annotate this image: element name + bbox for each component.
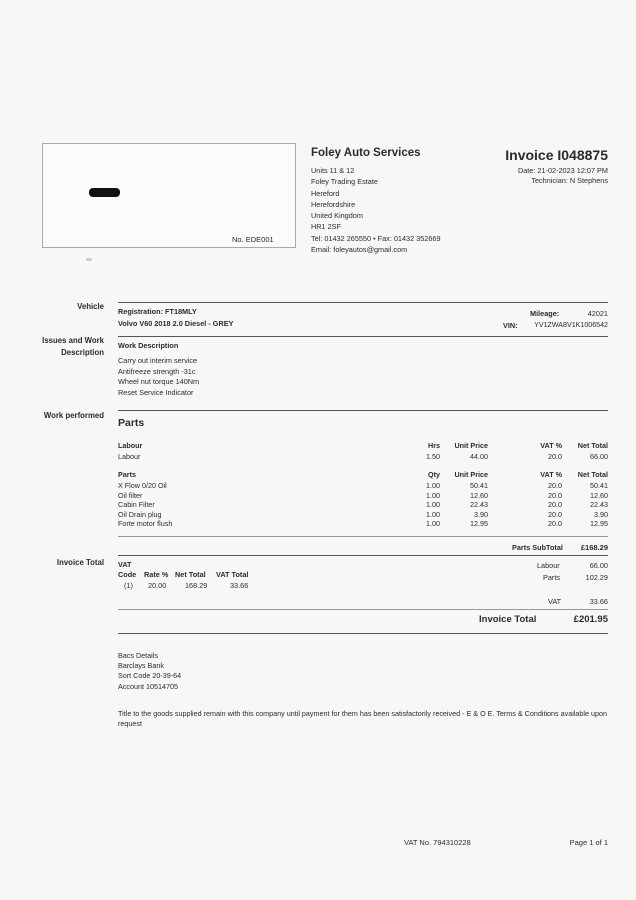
parts-subtotal-label: Parts SubTotal (512, 543, 563, 552)
footer-page-number: Page 1 of 1 (569, 838, 608, 847)
cell-net: 22.43 (590, 500, 608, 509)
vin-label: VIN: (503, 321, 518, 330)
cell-unit: 44.00 (470, 452, 488, 461)
cell-qty: 1.00 (426, 509, 440, 519)
address-line: Foley Trading Estate (311, 177, 378, 187)
cell-net: 12.60 (590, 490, 608, 500)
parts-table-header (118, 470, 608, 480)
cell-net: 66.00 (590, 452, 608, 461)
divider (118, 633, 608, 634)
invoice-meta (440, 166, 608, 185)
cell-unit: 50.41 (470, 481, 488, 490)
divider (118, 302, 608, 303)
label-issues: Issues and Work Description (42, 336, 104, 357)
cell-net: 12.95 (590, 519, 608, 528)
mileage-label: Mileage: (530, 309, 560, 318)
table-row (118, 452, 608, 462)
cell-unit: 22.43 (470, 500, 488, 509)
redacted-customer-name (89, 188, 120, 197)
address-line: Hereford (311, 188, 340, 198)
vat-col-code: Code (118, 570, 137, 579)
bacs-details (118, 651, 181, 692)
table-row (118, 491, 608, 501)
scan-artifact (86, 258, 92, 261)
col-vat: VAT % (540, 441, 562, 450)
cell-vat: 20.0 (548, 490, 562, 500)
work-line: Wheel nut torque 140Nm (118, 377, 200, 387)
col-desc: Labour (118, 441, 143, 450)
total-parts-label: Parts (543, 573, 561, 582)
total-vat-value: 33.66 (589, 597, 608, 606)
total-labour-label: Labour (537, 561, 560, 570)
footer-vat-number: VAT No. 794310228 (404, 838, 471, 847)
table-row (118, 481, 608, 491)
terms-note: Title to the goods supplied remain with this company until payment for them has been satisfactorily received - E & O E. Terms & Conditions available upon request (118, 709, 607, 728)
company-email: Email: foleyautos@gmail.com (311, 245, 408, 255)
cell-qty: 1.00 (426, 490, 440, 500)
company-name: Foley Auto Services (311, 147, 421, 159)
vat-col-vat: VAT Total (216, 570, 249, 579)
address-line: Units 11 & 12 (311, 166, 355, 175)
invoice-total-label: Invoice Total (479, 614, 537, 625)
bacs-line: Account 10514705 (118, 681, 178, 691)
label-invoice-total: Invoice Total (56, 558, 104, 567)
cell-vat: 20.0 (548, 519, 562, 528)
col-qty: Qty (428, 470, 440, 479)
col-vat: VAT % (540, 470, 562, 479)
vat-cell-rate: 20.00 (148, 581, 167, 590)
work-line: Antifreeze strength -31c (118, 366, 196, 376)
col-qty: Hrs (428, 441, 440, 450)
company-address (311, 165, 441, 255)
col-unit-price: Unit Price (454, 441, 488, 450)
cell-vat: 20.0 (548, 509, 562, 519)
total-labour-value: 66.00 (589, 561, 608, 570)
mileage-value: 42021 (587, 309, 608, 318)
cell-unit: 3.90 (474, 509, 488, 519)
cell-desc: Cabin Filter (118, 500, 155, 509)
cell-net: 50.41 (590, 481, 608, 490)
work-description-lines (118, 356, 199, 399)
cell-qty: 1.50 (426, 452, 440, 461)
divider (118, 336, 608, 337)
cell-vat: 20.0 (548, 452, 562, 461)
cell-vat: 20.0 (548, 500, 562, 509)
cell-vat: 20.0 (548, 481, 562, 490)
vat-col-net: Net Total (175, 570, 206, 579)
vin-value: YV1ZWA8V1K1006542 (534, 321, 608, 329)
label-vehicle: Vehicle (77, 302, 104, 311)
total-vat-label: VAT (548, 597, 562, 606)
invoice-date: Date: 21-02-2023 12:07 PM (517, 166, 608, 175)
customer-address-box (42, 143, 296, 248)
divider (118, 555, 608, 556)
vat-col-rate: Rate % (144, 570, 169, 579)
col-desc: Parts (118, 470, 136, 479)
cell-qty: 1.00 (426, 481, 440, 490)
cell-desc: X Flow 0/20 Oil (118, 481, 167, 490)
work-line: Carry out interim service (118, 356, 198, 365)
vat-cell-net: 168.29 (185, 581, 208, 590)
col-net-total: Net Total (577, 470, 608, 479)
table-row (118, 500, 608, 510)
parts-subtotal-value: £168.29 (580, 543, 608, 552)
totals-block (480, 561, 608, 611)
cell-qty: 1.00 (426, 519, 440, 528)
cell-net: 3.90 (594, 509, 608, 519)
address-line: United Kingdom (311, 211, 363, 221)
address-line: Herefordshire (311, 199, 356, 209)
bacs-line: Barclays Bank (118, 661, 164, 671)
labour-table-header (118, 441, 608, 451)
total-parts-value: 102.29 (585, 573, 608, 582)
company-contact: Tel: 01432 265550 • Fax: 01432 352669 (311, 233, 441, 243)
address-line: HR1 2SF (311, 222, 342, 232)
table-row (118, 510, 608, 520)
parts-heading: Parts (118, 417, 145, 429)
bacs-line: Bacs Details (118, 651, 158, 660)
cell-desc: Oil filter (118, 490, 143, 500)
work-line: Reset Service Indicator (118, 388, 194, 398)
col-unit-price: Unit Price (454, 470, 488, 479)
invoice-title: Invoice I048875 (505, 147, 608, 163)
cell-desc: Labour (118, 452, 141, 461)
divider (118, 536, 608, 537)
work-description-heading: Work Description (118, 341, 179, 350)
cell-desc: Oil Drain plug (118, 509, 162, 519)
vat-summary-title: VAT (118, 560, 132, 569)
vehicle-model: Volvo V60 2018 2.0 Diesel - GREY (118, 319, 234, 328)
cell-unit: 12.60 (470, 490, 488, 500)
col-net-total: Net Total (577, 441, 608, 450)
table-row (118, 519, 608, 529)
vat-cell-code: (1) (124, 581, 133, 590)
divider (118, 410, 608, 411)
cell-desc: Forte motor flush (118, 519, 173, 528)
invoice-technician: Technician: N Stephens (531, 175, 608, 185)
bacs-line: Sort Code 20-39-64 (118, 671, 182, 681)
vehicle-registration: Registration: FT18MLY (118, 307, 197, 316)
divider (118, 609, 608, 610)
label-work-performed: Work performed (43, 411, 104, 420)
cell-qty: 1.00 (426, 500, 440, 509)
cell-unit: 12.95 (470, 519, 488, 528)
vat-cell-vat: 33.66 (230, 581, 249, 590)
customer-account-number: No. EDE001 (232, 235, 274, 244)
invoice-total-value: £201.95 (573, 614, 608, 625)
